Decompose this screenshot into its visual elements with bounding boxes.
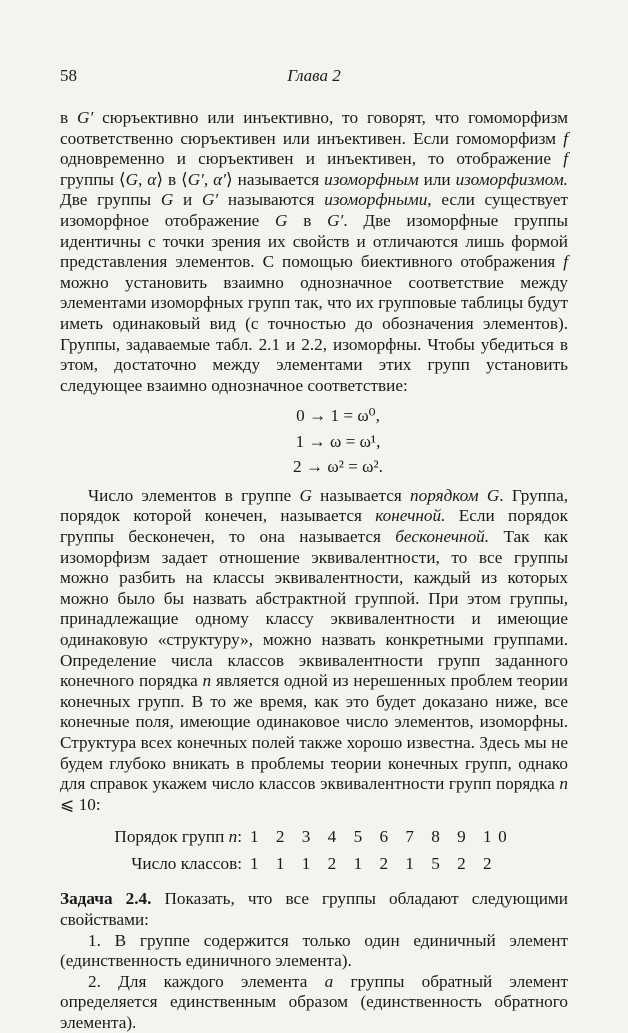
chapter-title: Глава 2 <box>287 66 341 85</box>
paragraph-order: Число элементов в группе G называется порядком G. Группа, порядок которой конечен, называется конечной. Если порядок группы бесконечен, то она называется бесконечной. Так как изоморфизм задает отношение эквивалентности, то все группы можно разбить на классы эквивалентности, каждый из которых можно было бы назвать абстрактной группой. При этом группы, принадлежащие одному классу эквивалентности и имеющие одинаковую «структуру», можно назвать конкретными группами. Определение числа классов эквивалентности групп заданного конечного порядка n является одной из нерешенных проблем теории конечных групп. В то же время, как это будет доказано ниже, все конечные поля, имеющие одинаковое число элементов, изоморфны. Структура всех конечных полей также хорошо известна. Здесь мы не будем глубоко вникать в проблемы теории конечных групп, однако для справок укажем число классов эквивалентности групп порядка n ⩽ 10: <box>60 485 569 814</box>
equation-line: 1 → ω = ω¹, <box>295 431 381 451</box>
group-classes-table <box>60 823 568 877</box>
row-label-classes: Число классов: <box>131 854 242 874</box>
correspondence-equations <box>60 403 568 480</box>
table-row <box>60 850 568 877</box>
task-item: 1. В группе содержится только один единичный элемент (единственность единичного элемента). <box>60 930 568 971</box>
row-values-classes: 1 1 1 2 1 2 1 5 2 2 <box>250 854 499 874</box>
equation-line: 0 → 1 = ω⁰, <box>296 406 380 426</box>
equation-line: 2 → ω² = ω². <box>293 457 383 477</box>
row-values-order: 1 2 3 4 5 6 7 8 9 10 <box>250 827 514 847</box>
page-number: 58 <box>60 66 77 85</box>
running-header <box>60 66 568 90</box>
task-statement: Задача 2.4. Показать, что все группы обладают следующими свойствами: <box>60 889 568 929</box>
table-row <box>60 823 568 850</box>
task-item: 2. Для каждого элемента a группы обратный элемент определяется единственным образом (единственность обратного элемента). <box>60 971 568 1032</box>
row-label-order: Порядок групп n: <box>114 827 242 847</box>
body-text <box>60 108 568 1033</box>
task-title: Задача 2.4. <box>60 889 152 909</box>
paragraph-isomorphism: в G′ сюръективно или инъективно, то говорят, что гомоморфизм соответственно сюръективен или инъективен. Если гомоморфизм f одновременно и сюръективен и инъективен, то отображение f группы ⟨G, α⟩ в ⟨G′, α′⟩ называется изоморфным или изоморфизмом. Две группы G и G′ называются изоморфными, если существует изоморфное отображение G в G′. Две изоморфные группы идентичны с точки зрения их свойств и отличаются лишь формой представления элементов. С помощью биективного отображения f можно установить взаимно однозначное соответствие между элементами изоморфных групп так, что их групповые таблицы будут иметь одинаковый вид (с точностью до обозначения элементов). Группы, задаваемые табл. 2.1 и 2.2, изоморфны. Чтобы убедиться в этом, достаточно между элементами этих групп установить следующее взаимно однозначное соответствие: <box>60 108 569 395</box>
